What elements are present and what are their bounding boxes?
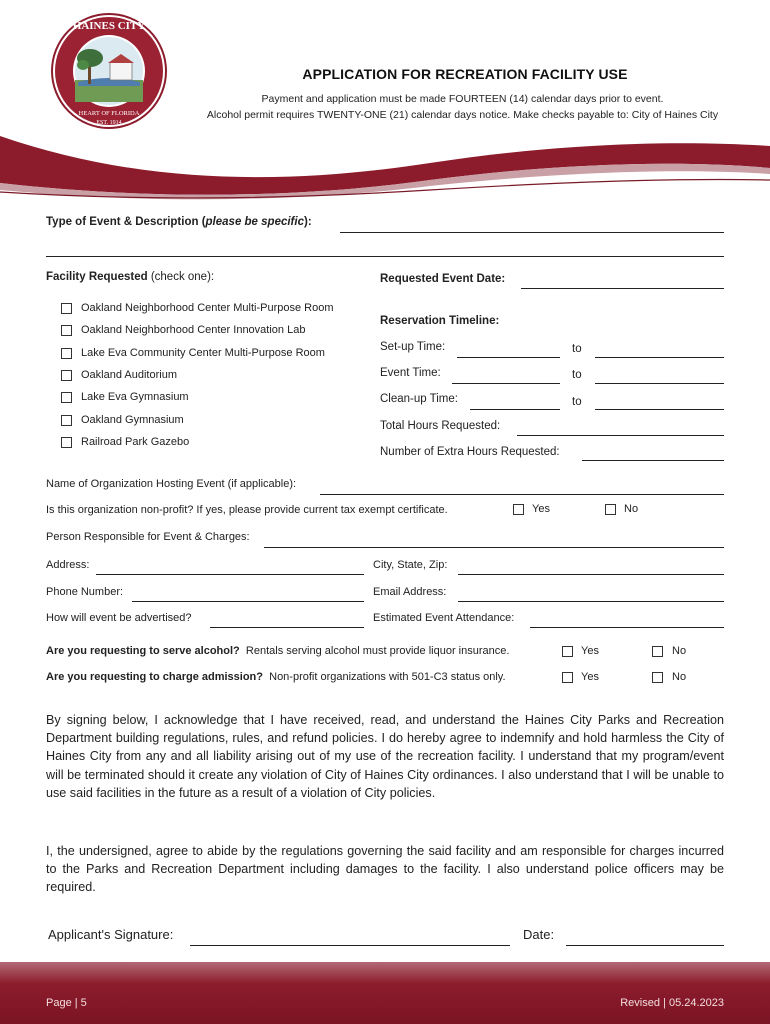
svg-text:HAINES CITY: HAINES CITY [72, 20, 146, 32]
signature-label: Applicant's Signature: [48, 927, 174, 942]
city-state-zip-label: City, State, Zip: [373, 559, 448, 571]
header-wave-band [0, 128, 770, 208]
event-description-field[interactable] [46, 256, 724, 257]
total-hours-field[interactable] [517, 435, 724, 436]
nonprofit-yes-label: Yes [532, 503, 550, 515]
footer-band [0, 962, 770, 1024]
facility-checkbox[interactable] [61, 348, 72, 359]
form-title: APPLICATION FOR RECREATION FACILITY USE [302, 66, 628, 82]
cleanup-time-label: Clean-up Time: [380, 393, 458, 405]
facility-option-label: Oakland Neighborhood Center Innovation Lab [81, 324, 306, 336]
admission-yes-label: Yes [581, 671, 599, 683]
alcohol-yes-checkbox[interactable] [562, 646, 573, 657]
agreement-paragraph-1: By signing below, I acknowledge that I have received, read, and understand the Haines City Parks and Recreation Department building regulations, rules, and refund policies. I do hereby agree to indemnify and hold harmless the City of Haines City from any and all liability arising out of my use of the recreation facility. I understand that my program/event will be terminated should it create any violation of City of Haines City ordinances. I also understand that I will be unable to use said facilities in the future as a result of a violation of City policies. [46, 713, 724, 800]
nonprofit-yes-checkbox[interactable] [513, 504, 524, 515]
extra-hours-field[interactable] [582, 460, 724, 461]
reservation-timeline-label: Reservation Timeline: [380, 315, 500, 327]
advertised-label: How will event be advertised? [46, 612, 192, 624]
setup-start-field[interactable] [457, 357, 560, 358]
extra-hours-label: Number of Extra Hours Requested: [380, 446, 560, 458]
address-label: Address: [46, 559, 90, 571]
facility-option-label: Oakland Neighborhood Center Multi-Purpose Room [81, 302, 334, 314]
setup-end-field[interactable] [595, 357, 724, 358]
signature-date-field[interactable] [566, 945, 724, 946]
event-type-field[interactable] [340, 232, 724, 233]
facility-checkbox[interactable] [61, 392, 72, 403]
page-number: Page | 5 [46, 997, 87, 1009]
nonprofit-no-label: No [624, 503, 639, 515]
svg-text:EST. 1914: EST. 1914 [96, 120, 122, 126]
event-date-label: Requested Event Date: [380, 273, 506, 285]
cleanup-start-field[interactable] [470, 409, 560, 410]
admission-no-label: No [672, 671, 687, 683]
cleanup-to-label: to [572, 396, 582, 408]
setup-time-label: Set-up Time: [380, 341, 446, 353]
signature-date-label: Date: [523, 927, 555, 942]
email-field[interactable] [458, 601, 724, 602]
form-subtitle-line1: Payment and application must be made FOURTEEN (14) calendar days prior to event. [261, 93, 664, 105]
cleanup-end-field[interactable] [595, 409, 724, 410]
event-to-label: to [572, 369, 582, 381]
facility-checkbox[interactable] [61, 437, 72, 448]
city-seal-logo [50, 12, 168, 130]
svg-text:HEART OF FLORIDA: HEART OF FLORIDA [78, 110, 140, 117]
facility-checkbox[interactable] [61, 415, 72, 426]
event-time-label: Event Time: [380, 367, 441, 379]
facility-checkbox[interactable] [61, 370, 72, 381]
facility-option-label: Railroad Park Gazebo [81, 436, 190, 448]
admission-no-checkbox[interactable] [652, 672, 663, 683]
agreement-paragraph-2: I, the undersigned, agree to abide by the regulations governing the said facility and am responsible for charges incurred to the Parks and Recreation Department including damages to the facility. I also understand police officers may be required. [46, 844, 724, 895]
facility-option-label: Oakland Auditorium [81, 369, 177, 381]
facility-option-label: Lake Eva Gymnasium [81, 391, 189, 403]
attendance-label: Estimated Event Attendance: [373, 612, 515, 624]
event-date-field[interactable] [521, 288, 724, 289]
city-state-zip-field[interactable] [458, 574, 724, 575]
attendance-field[interactable] [530, 627, 724, 628]
person-responsible-label: Person Responsible for Event & Charges: [46, 531, 250, 543]
signature-field[interactable] [190, 945, 510, 946]
admission-yes-checkbox[interactable] [562, 672, 573, 683]
facility-checkbox[interactable] [61, 303, 72, 314]
event-start-field[interactable] [452, 383, 560, 384]
person-responsible-field[interactable] [264, 547, 724, 548]
nonprofit-question: Is this organization non-profit? If yes, please provide current tax exempt certificate. [46, 504, 448, 516]
event-end-field[interactable] [595, 383, 724, 384]
total-hours-label: Total Hours Requested: [380, 420, 501, 432]
email-label: Email Address: [373, 586, 447, 598]
admission-question: Are you requesting to charge admission? Non-profit organizations with 501-C3 status only. [46, 671, 506, 683]
organization-label: Name of Organization Hosting Event (if applicable): [46, 478, 297, 490]
alcohol-yes-label: Yes [581, 645, 599, 657]
setup-to-label: to [572, 343, 582, 355]
phone-field[interactable] [132, 601, 364, 602]
facility-checkbox[interactable] [61, 325, 72, 336]
advertised-field[interactable] [210, 627, 364, 628]
nonprofit-no-checkbox[interactable] [605, 504, 616, 515]
alcohol-question: Are you requesting to serve alcohol? Rentals serving alcohol must provide liquor insurance. [46, 645, 510, 657]
facility-requested-label: Facility Requested (check one): [46, 271, 215, 283]
phone-label: Phone Number: [46, 586, 124, 598]
alcohol-no-label: No [672, 645, 687, 657]
address-field[interactable] [96, 574, 364, 575]
facility-option-label: Oakland Gymnasium [81, 414, 184, 426]
revision-date: Revised | 05.24.2023 [620, 997, 724, 1009]
alcohol-no-checkbox[interactable] [652, 646, 663, 657]
facility-option-label: Lake Eva Community Center Multi-Purpose Room [81, 347, 325, 359]
organization-field[interactable] [320, 494, 724, 495]
form-subtitle-line2: Alcohol permit requires TWENTY-ONE (21) calendar days notice. Make checks payable to: City of Haines City [206, 109, 719, 121]
event-type-label: Type of Event & Description (please be specific): [46, 216, 312, 228]
